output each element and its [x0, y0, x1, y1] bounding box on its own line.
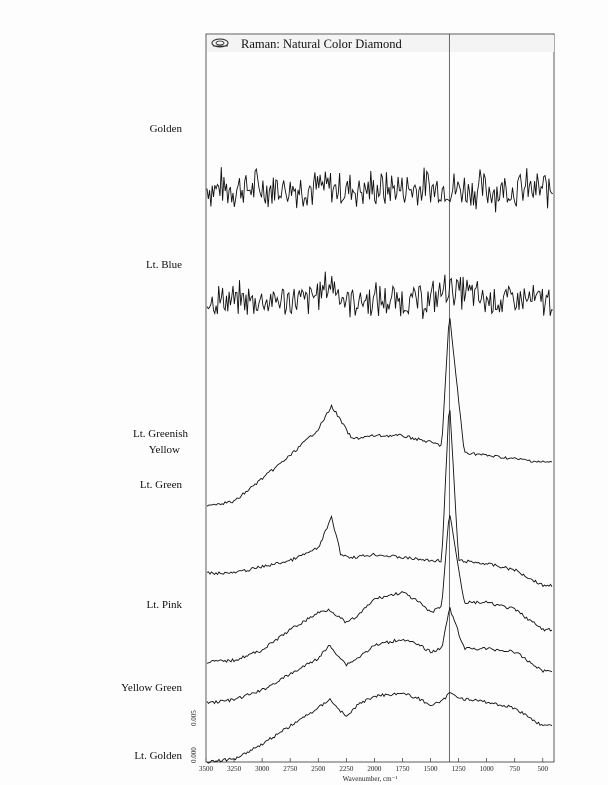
series-labels [121, 123, 188, 762]
y-tick-label: 0.000 [190, 747, 198, 763]
series-line [207, 167, 553, 212]
x-tick-label: 1750 [395, 765, 410, 773]
series-line [207, 318, 552, 506]
x-axis-label: Wavenumber, cm⁻¹ [342, 775, 398, 783]
x-tick-label: 2250 [339, 765, 354, 773]
series-label: Lt. Golden [134, 750, 182, 762]
series-line [207, 607, 552, 703]
series-label: Lt. Green [139, 479, 182, 491]
series-line [207, 516, 552, 664]
x-tick-label: 2500 [311, 765, 326, 773]
chart-title: Raman: Natural Color Diamond [241, 37, 402, 51]
series-label: Yellow Green [121, 682, 182, 694]
series-label: Golden [149, 123, 182, 135]
x-tick-label: 2750 [283, 765, 298, 773]
x-tick-label: 1500 [423, 765, 438, 773]
y-tick-label: 0.005 [190, 710, 198, 726]
x-tick-label: 3000 [255, 765, 270, 773]
x-tick-label: 500 [537, 765, 549, 773]
x-tick-label: 3250 [227, 765, 242, 773]
series-line [207, 272, 553, 319]
x-tick-label: 750 [509, 765, 520, 773]
series-label: Lt. Pink [146, 599, 182, 611]
plot-frame [206, 34, 554, 762]
series-lines [207, 167, 553, 763]
x-axis [199, 758, 549, 773]
x-tick-label: 1000 [479, 765, 494, 773]
series-label: Lt. Blue [145, 259, 182, 271]
series-line [207, 693, 552, 764]
x-tick-label: 2000 [367, 765, 382, 773]
x-tick-label: 3500 [199, 765, 213, 773]
x-tick-label: 1250 [451, 765, 466, 773]
series-line [207, 410, 552, 586]
title-block [207, 35, 554, 52]
series-label: Lt. Greenish Yellow [133, 428, 188, 456]
